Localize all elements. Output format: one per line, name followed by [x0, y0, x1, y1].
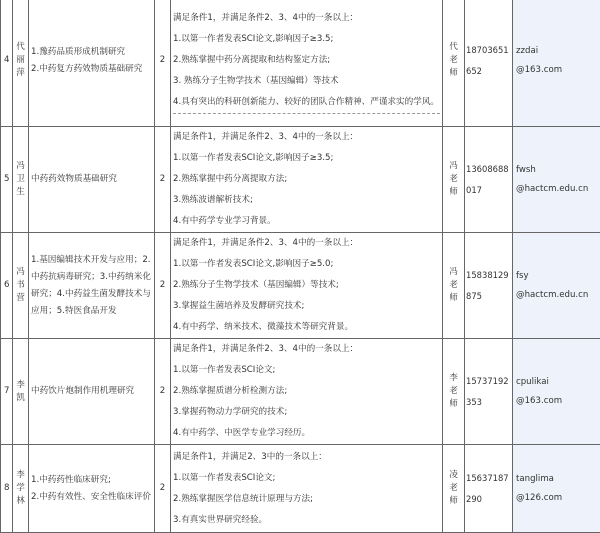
- requirement-line: 2.熟练掌握中药分离提取和结构鉴定方法;: [173, 50, 440, 71]
- contact-phone: 18703651652: [465, 0, 513, 127]
- requirement-line: 3.熟练波谱解析技术;: [173, 190, 440, 211]
- supervisor-name-char: 生: [13, 186, 28, 199]
- research-directions: [29, 0, 155, 127]
- requirement-line: 满足条件1，并满足条件2、3、4中的一条以上：: [173, 339, 440, 360]
- supervisor-name-char: 李: [13, 469, 28, 482]
- row-number: 7: [1, 339, 13, 445]
- contact-email: [513, 339, 600, 445]
- requirement-line: 满足条件1，并满足2、3中的一条以上：: [173, 447, 440, 468]
- requirement-line: 1.以第一作者发表SCI论文,影响因子≥3.5;: [173, 29, 440, 50]
- contact-email: [513, 445, 600, 533]
- contact-char: 老: [443, 482, 464, 495]
- email-part: @126.com: [516, 489, 598, 508]
- email-part: fwsh: [516, 161, 598, 180]
- contact-email: [513, 0, 600, 127]
- contact-char: 李: [443, 372, 464, 385]
- requirement-line: 3.有真实世界研究经验。: [173, 510, 440, 531]
- contact-char: 凌: [443, 469, 464, 482]
- email-part: @163.com: [516, 392, 598, 411]
- research-directions: [29, 127, 155, 233]
- requirement-line: 4.有中药学、纳米技术、微藻技术等研究背景。: [173, 317, 440, 338]
- table-row: [1, 445, 600, 533]
- contact-phone: 15637187290: [465, 445, 513, 533]
- supervisor-name: [13, 0, 29, 127]
- supervisor-name-char: 代: [13, 41, 28, 54]
- requirements: [171, 0, 443, 127]
- supervisor-name-char: 卫: [13, 173, 28, 186]
- supervisor-name-char: 萍: [13, 67, 28, 80]
- email-part: fsy: [516, 267, 598, 286]
- email-part: cpulikai: [516, 373, 598, 392]
- supervisor-name-char: 冯: [13, 160, 28, 173]
- requirements: [171, 127, 443, 233]
- contact-char: 冯: [443, 266, 464, 279]
- enrollment-count: 2: [155, 127, 171, 233]
- supervisor-name-char: 丽: [13, 54, 28, 67]
- contact-phone: 15737192353: [465, 339, 513, 445]
- contact-person: [443, 339, 465, 445]
- research-direction: 中药饮片炮制作用机理研究: [31, 383, 152, 400]
- requirement-line: 3.掌握药物动力学研究的技术;: [173, 402, 440, 423]
- requirement-line: 4.有中药学专业学习背景。: [173, 211, 440, 232]
- requirement-line: 满足条件1，并满足条件2、3、4中的一条以上：: [173, 8, 440, 29]
- research-direction: 1.中药药性临床研究;: [31, 472, 152, 489]
- contact-person: [443, 445, 465, 533]
- supervisor-name: [13, 127, 29, 233]
- research-direction: 1.豫药品质形成机制研究: [31, 44, 152, 61]
- supervisor-name: [13, 339, 29, 445]
- email-part: @hactcm.edu.cn: [516, 286, 598, 305]
- contact-email: [513, 233, 600, 339]
- contact-phone: 15838129875: [465, 233, 513, 339]
- requirements: [171, 445, 443, 533]
- enrollment-count: 2: [155, 0, 171, 127]
- contact-char: 师: [443, 186, 464, 199]
- contact-char: 老: [443, 385, 464, 398]
- supervisor-name-char: 学: [13, 482, 28, 495]
- contact-char: 师: [443, 292, 464, 305]
- row-number: 8: [1, 445, 13, 533]
- supervisor-name-char: 林: [13, 495, 28, 508]
- requirement-line: 2.熟练掌握质谱分析检测方法;: [173, 381, 440, 402]
- email-part: @hactcm.edu.cn: [516, 180, 598, 199]
- supervisor-name-char: 书: [13, 279, 28, 292]
- research-direction: 2.中药有效性、安全性临床评价: [31, 489, 152, 506]
- table-row: [1, 0, 600, 127]
- requirement-line: 4.有中药学、中医学专业学习经历。: [173, 423, 440, 444]
- email-part: @163.com: [516, 61, 598, 80]
- contact-char: 老: [443, 54, 464, 67]
- requirement-line: 1.以第一作者发表SCI论文;: [173, 468, 440, 489]
- contact-email: [513, 127, 600, 233]
- contact-char: 冯: [443, 160, 464, 173]
- row-number: 5: [1, 127, 13, 233]
- requirement-line: 4.具有突出的科研创新能力、较好的团队合作精神、严谨求实的学风。: [173, 92, 440, 114]
- table-row: [1, 127, 600, 233]
- table-row: [1, 233, 600, 339]
- requirement-line: 3. 熟练分子生物学技术（基因编辑）等技术: [173, 71, 440, 92]
- contact-char: 老: [443, 279, 464, 292]
- research-directions: [29, 445, 155, 533]
- requirement-line: 满足条件1，并满足条件2、3、4中的一条以上：: [173, 127, 440, 148]
- row-number: 4: [1, 0, 13, 127]
- contact-person: [443, 127, 465, 233]
- email-part: tanglima: [516, 470, 598, 489]
- requirements: [171, 339, 443, 445]
- research-direction: 中药药效物质基础研究: [31, 171, 152, 188]
- requirement-line: 满足条件1，并满足条件2、3、4中的一条以上：: [173, 233, 440, 254]
- row-number: 6: [1, 233, 13, 339]
- contact-char: 代: [443, 41, 464, 54]
- table-row: [1, 339, 600, 445]
- enrollment-count: 2: [155, 233, 171, 339]
- contact-person: [443, 233, 465, 339]
- requirement-line: 1.以第一作者发表SCI论文;: [173, 360, 440, 381]
- supervisor-name-char: 营: [13, 292, 28, 305]
- requirement-line: 2.熟练掌握中药分离提取方法;: [173, 169, 440, 190]
- research-direction: 2.中药复方药效物质基础研究: [31, 61, 152, 78]
- requirement-line: 2.熟练分子生物学技术（基因编辑）等技术;: [173, 275, 440, 296]
- supervisor-name-char: 凯: [13, 392, 28, 405]
- enrollment-count: 2: [155, 445, 171, 533]
- contact-char: 师: [443, 495, 464, 508]
- contact-person: [443, 0, 465, 127]
- research-directions: [29, 233, 155, 339]
- email-part: zzdai: [516, 42, 598, 61]
- supervisor-name-char: 冯: [13, 266, 28, 279]
- requirement-line: 3.掌握益生菌培养及发酵研究技术;: [173, 296, 440, 317]
- contact-phone: 13608688017: [465, 127, 513, 233]
- requirements: [171, 233, 443, 339]
- contact-char: 师: [443, 398, 464, 411]
- requirement-line: 2.熟练掌握医学信息统计原理与方法;: [173, 489, 440, 510]
- supervisor-name: [13, 445, 29, 533]
- research-direction: 1.基因编辑技术开发与应用；2.中药抗病毒研究；3.中药纳米化研究；4.中药益生菌发酵技术与应用；5.特医食品开发: [31, 252, 152, 320]
- contact-char: 老: [443, 173, 464, 186]
- contact-char: 师: [443, 67, 464, 80]
- requirement-line: 1.以第一作者发表SCI论文,影响因子≥3.5;: [173, 148, 440, 169]
- research-directions: [29, 339, 155, 445]
- supervisor-name: [13, 233, 29, 339]
- supervisor-name-char: 李: [13, 379, 28, 392]
- requirement-line: 1.以第一作者发表SCI论文,影响因子≥5.0;: [173, 254, 440, 275]
- enrollment-count: 2: [155, 339, 171, 445]
